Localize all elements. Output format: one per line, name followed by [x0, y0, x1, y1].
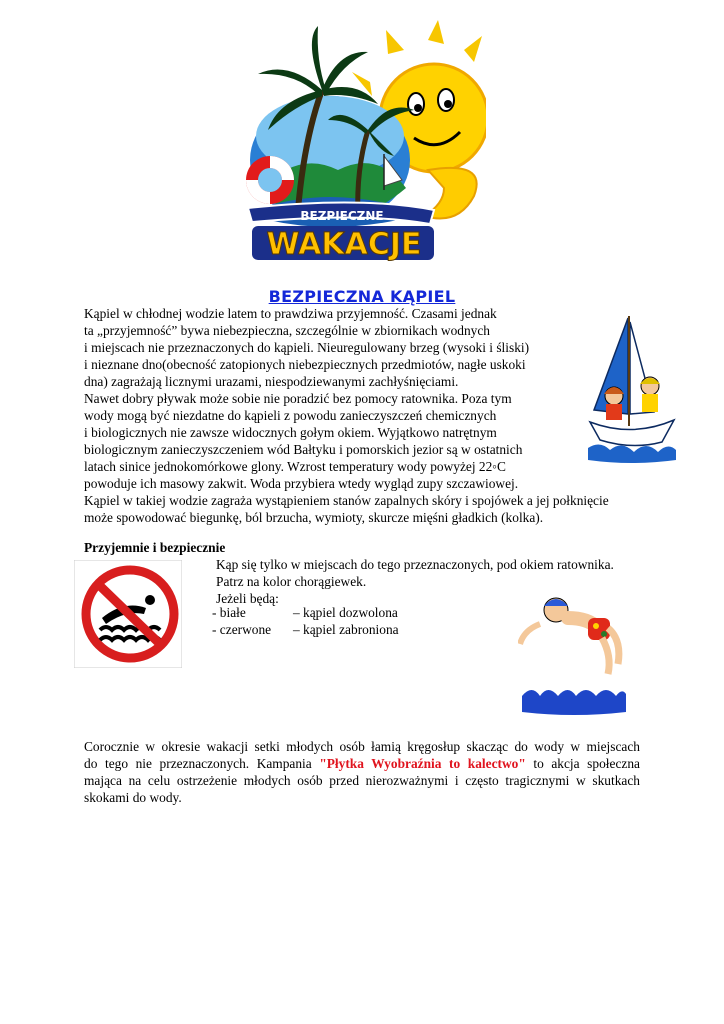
intro-line: latach sinice jednokomórkowe glony. Wzrost temperatury wody powyżej 22◦C	[84, 459, 506, 474]
rule-line: Jeżeli będą:	[216, 591, 279, 606]
lifebuoy-icon	[246, 156, 294, 204]
intro-line: biologicznym zanieczyszczeniem wód Bałtyku i pomorskich jezior są w ostatnich	[84, 442, 523, 457]
intro-line: może spowodować biegunkę, ból brzucha, wymioty, skurcze mięśni gładkich (kolka).	[84, 510, 544, 525]
closing-line: mająca na celu ostrzeżenie młodych osób przed nierozważnymi i często tragicznymi w skutkach	[84, 773, 640, 788]
rule-line: Kąp się tylko w miejscach do tego przeznaczonych, pod okiem ratownika.	[216, 557, 614, 572]
bezpieczne-wakacje-logo	[238, 20, 486, 265]
rule-line: Patrz na kolor chorągiewek.	[216, 574, 367, 589]
sailboat-kids-icon	[588, 314, 676, 466]
intro-line: Kąpiel w takiej wodzie zagraża wystąpieniem stanów zapalnych skóry i spojówek a jej połknięcie	[84, 493, 609, 508]
closing-line: skokami do wody.	[84, 790, 182, 805]
closing-text: do tego nie przeznaczonych. Kampania	[84, 756, 312, 771]
flag-white-color: - białe	[212, 605, 246, 620]
flag-red-meaning: – kąpiel zabroniona	[293, 622, 399, 637]
intro-line: i biologicznych nie zawsze widocznych gołym okiem. Wyjątkowo natrętnym	[84, 425, 497, 440]
logo-line1: BEZPIECZNE	[300, 209, 384, 223]
closing-line	[84, 756, 640, 773]
intro-line: dna) zagrażają licznymi urazami, niespodziewanymi zachłyśnięciami.	[84, 374, 459, 389]
campaign-name: "Płytka Wyobraźnia to kalectwo"	[319, 756, 526, 771]
flag-red-color: - czerwone	[212, 622, 272, 637]
intro-line: Nawet dobry pływak może sobie nie poradzić bez pomocy ratownika. Poza tym	[84, 391, 512, 406]
logo-line2: WAKACJE	[266, 227, 422, 262]
intro-line: powoduje ich masowy zakwit. Woda przybiera wtedy wygląd zupy szczawiowej.	[84, 476, 519, 491]
intro-line: wody mogą być niezdatne do kąpieli z powodu zanieczyszczeń chemicznych	[84, 408, 497, 423]
page-title: BEZPIECZNA KĄPIEL	[268, 287, 456, 306]
closing-text: to akcja społeczna	[533, 756, 640, 771]
intro-line: ta „przyjemność” bywa niebezpieczna, szczególnie w zbiornikach wodnych	[84, 323, 491, 338]
intro-line: i miejscach nie przeznaczonych do kąpieli. Nieuregulowany brzeg (wysoki i śliski)	[84, 340, 530, 355]
closing-line: Corocznie w okresie wakacji setki młodych osób łamią kręgosłup skacząc do wody w miejscach	[84, 739, 640, 754]
section-subheading: Przyjemnie i bezpiecznie	[84, 540, 226, 555]
diving-boy-icon	[518, 588, 630, 720]
flag-white-meaning: – kąpiel dozwolona	[293, 605, 398, 620]
intro-line: i nieznane dno(obecność zatopionych niebezpiecznych przedmiotów, nagłe uskoki	[84, 357, 526, 372]
no-swimming-sign-icon	[74, 560, 182, 668]
intro-line: Kąpiel w chłodnej wodzie latem to prawdziwa przyjemność. Czasami jednak	[84, 306, 497, 321]
